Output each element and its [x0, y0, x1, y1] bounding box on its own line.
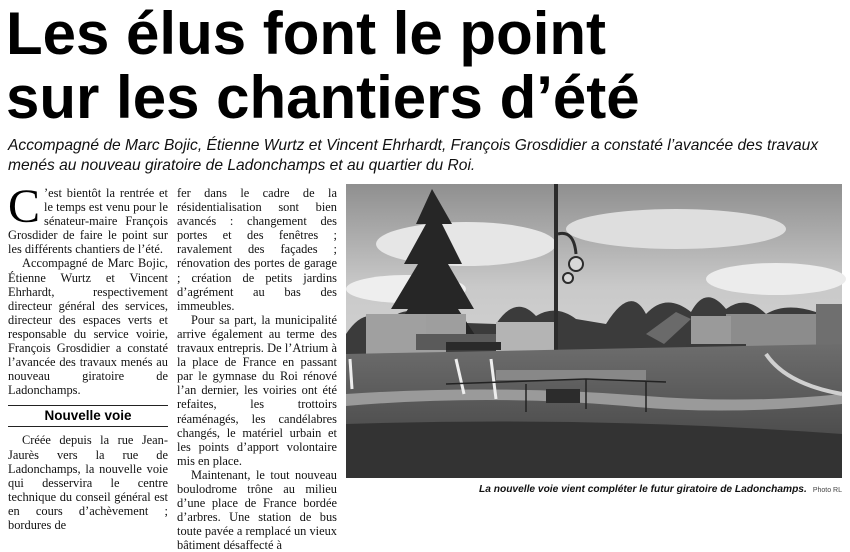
paragraph: Accompagné de Marc Bojic, Étienne Wurtz et Vincent Ehrhardt, respectivement directeur général des services, directeur des espaces verts et responsable du service voirie, François Grosdidier a constaté l’avancée des travaux menés au nouveau giratoire de Ladonchamps.	[8, 256, 168, 398]
headline	[6, 2, 846, 130]
photo-credit: Photo RL	[812, 487, 842, 494]
headline-line-1: Les élus font le point	[6, 0, 607, 67]
text-column-1	[8, 180, 168, 532]
headline-line-2: sur les chantiers d’été	[6, 64, 640, 131]
text-column-2	[177, 186, 337, 552]
caption-text: La nouvelle voie vient compléter le futur giratoire de Ladonchamps.	[479, 484, 807, 495]
article-photo	[346, 184, 842, 478]
paragraph: Pour sa part, la municipalité arrive également au terme des travaux entrepris. De l’Atrium à la place de France en passant par le gymnase du Roi rénové l’an dernier, les voiries ont été refaites, les trottoirs réaménagés, les candélabres changés, le matériel urbain et les points d’apport volontaire mis en place.	[177, 312, 337, 468]
paragraph: fer dans le cadre de la résidentialisation sont bien avancés : changement des portes et des fenêtres ; ravalement des façades ; rénovation des portes de garage ; création de petits jardins d’agrément au bas des immeubles.	[177, 186, 337, 313]
paragraph-text: ’est bientôt la rentrée et le temps est venu pour le sénateur-maire François Grosdider de faire le point sur les différents chantiers de l’été.	[8, 186, 168, 257]
photo-construction-site	[346, 184, 842, 478]
photo-caption	[346, 484, 842, 495]
drop-cap: C	[8, 180, 41, 233]
paragraph: Maintenant, le tout nouveau boulodrome trône au milieu d’une place de France bordée d’arbres. Une station de bus toute pavée a remplacé un vieux bâtiment désaffecté à	[177, 467, 337, 552]
paragraph: Créée depuis la rue Jean-Jaurès vers la rue de Ladonchamps, la nouvelle voie qui desservira le centre technique du conseil général est en cours d’achèvement ; bordures de	[8, 433, 168, 532]
paragraph	[8, 180, 168, 257]
section-heading: Nouvelle voie	[8, 405, 168, 427]
lede: Accompagné de Marc Bojic, Étienne Wurtz et Vincent Ehrhardt, François Grosdidier a constaté l’avancée des travaux menés au nouveau giratoire de Ladonchamps et au quartier du Roi.	[8, 137, 819, 174]
